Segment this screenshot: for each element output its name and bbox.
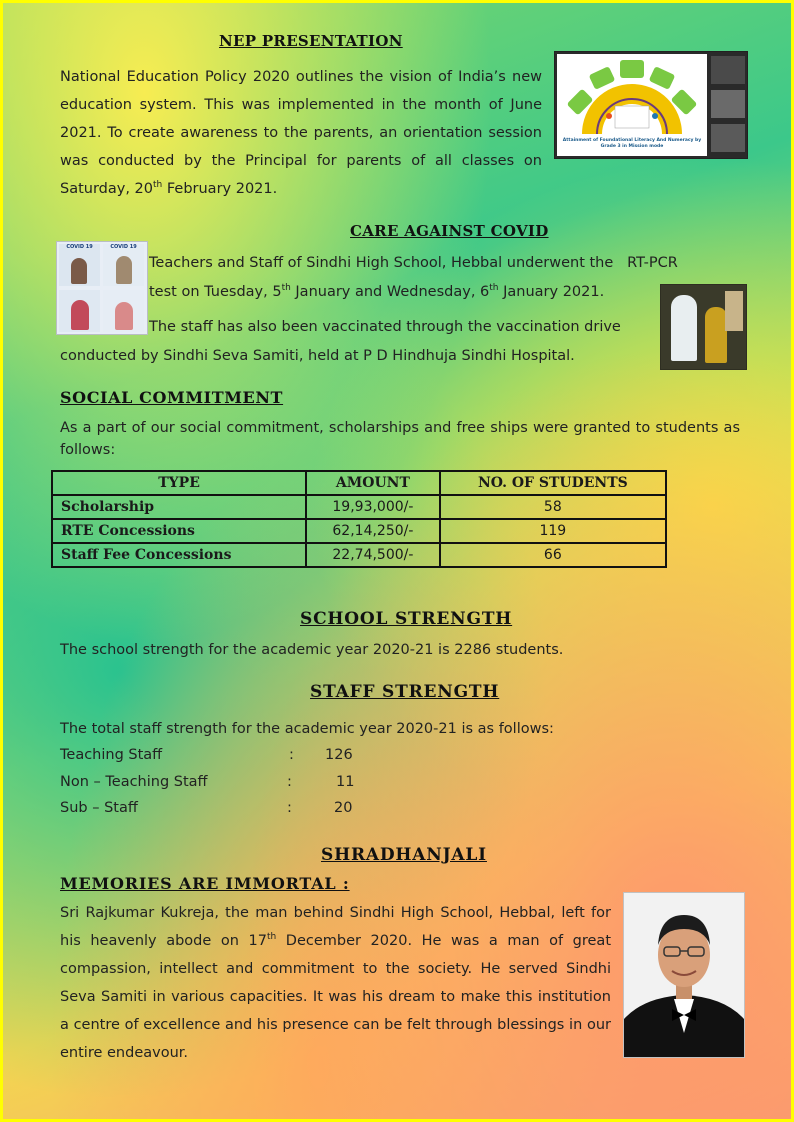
covid-poster-label-2: COVID 19 (110, 244, 137, 250)
tribute-sup: th (266, 932, 277, 943)
staff-sep: : (287, 774, 292, 790)
covid-line-2 (149, 278, 659, 306)
table-row (52, 543, 666, 567)
covid-photo-4 (103, 290, 144, 332)
portrait-photo (623, 892, 745, 1058)
col-amount-header: AMOUNT (306, 471, 440, 495)
video-tile-2 (711, 90, 745, 118)
staff-sep: : (289, 747, 294, 763)
nep-heading: NEP PRESENTATION (219, 32, 403, 50)
staff-value: 20 (334, 800, 353, 816)
row-amount: 62,14,250/- (306, 519, 440, 543)
video-tile-1 (711, 56, 745, 84)
row-students: 66 (440, 543, 666, 567)
table-header-row (52, 471, 666, 495)
shradhanjali-heading: SHRADHANJALI (321, 845, 487, 865)
staff-label: Sub – Staff (60, 800, 138, 816)
covid-photo-1 (59, 244, 100, 286)
staff-value: 11 (336, 774, 355, 790)
nep-paragraph (60, 63, 542, 203)
col-students-header: NO. OF STUDENTS (440, 471, 666, 495)
row-students: 119 (440, 519, 666, 543)
ppe-figure (671, 295, 697, 361)
nep-text-a: National Education Policy 2020 outlines the vision of India’s new education system. This was implemented in the month of June 2021. To create awareness to the parents, an orientation session was conducted by the Principal for parents of all classes on Saturday, 20 (60, 69, 542, 197)
person-silhouette-icon (115, 302, 133, 330)
school-strength-text: The school strength for the academic year 2020-21 is 2286 students. (60, 642, 564, 658)
staff-figure (705, 307, 727, 363)
covid-line-4: conducted by Sindhi Seva Samiti, held at P D Hindhuja Sindhi Hospital. (60, 348, 575, 364)
stacked-boxes (725, 291, 743, 331)
page (3, 3, 791, 1119)
row-type: Scholarship (52, 495, 306, 519)
row-amount: 19,93,000/- (306, 495, 440, 519)
staff-strength-heading: STAFF STRENGTH (310, 682, 500, 702)
tribute-text-a: Sri Rajkumar Kukreja, the man behind Sindhi High School, Hebbal, left for his heavenly abode on 17 (60, 905, 611, 949)
staff-sep: : (287, 800, 292, 816)
person-silhouette-icon (71, 258, 87, 284)
staff-label: Teaching Staff (60, 747, 163, 763)
row-type: RTE Concessions (52, 519, 306, 543)
concessions-table (51, 470, 667, 568)
table-row (52, 519, 666, 543)
nep-sup: th (153, 180, 163, 191)
tribute-text-b: December 2020. He was a man of great compassion, intellect and commitment to the society. He served Sindhi Seva Samiti in various capacities. It was his dream to make this institution a centre of excellence and his presence can be felt through blessings in our entire endeavour. (60, 933, 611, 1061)
covid-line-2a: test on Tuesday, 5 (149, 284, 282, 300)
row-students: 58 (440, 495, 666, 519)
covid-photo-3 (59, 290, 100, 332)
nep-slide-caption: Attainment of Foundational Literacy And Numeracy by Grade 3 in Mission mode (562, 138, 702, 149)
nep-slide (557, 54, 707, 156)
person-silhouette-icon (116, 256, 132, 284)
nep-presentation-image (554, 51, 748, 159)
col-type-header: TYPE (52, 471, 306, 495)
row-type: Staff Fee Concessions (52, 543, 306, 567)
portrait-illustration (624, 893, 744, 1057)
video-tile-3 (711, 124, 745, 152)
covid-line-2c: January 2021. (498, 284, 605, 300)
staff-value: 126 (325, 747, 353, 763)
person-silhouette-icon (71, 300, 89, 330)
covid-line-1: Teachers and Staff of Sindhi High School, Hebbal underwent the RT-PCR (149, 255, 678, 271)
school-strength-heading: SCHOOL STRENGTH (300, 609, 513, 629)
covid-photo-2 (103, 244, 144, 286)
covid-sup-1: th (281, 283, 291, 294)
memories-subheading: MEMORIES ARE IMMORTAL : (60, 874, 350, 893)
staff-label: Non – Teaching Staff (60, 774, 208, 790)
nep-text-b: February 2021. (162, 181, 278, 197)
row-amount: 22,74,500/- (306, 543, 440, 567)
social-paragraph: As a part of our social commitment, scholarships and free ships were granted to students as follows: (60, 420, 740, 458)
covid-sup-2: th (489, 283, 499, 294)
covid-heading: CARE AGAINST COVID (350, 222, 549, 240)
table-row (52, 495, 666, 519)
covid-line-3: The staff has also been vaccinated through the vaccination drive (149, 319, 621, 335)
staff-strength-intro: The total staff strength for the academic year 2020-21 is as follows: (60, 721, 554, 737)
vaccination-photo (660, 284, 747, 370)
social-heading: SOCIAL COMMITMENT (60, 388, 284, 407)
covid-line-2b: January and Wednesday, 6 (290, 284, 490, 300)
covid-poster-label-1: COVID 19 (66, 244, 93, 250)
covid-test-photos (56, 241, 148, 335)
tribute-paragraph (60, 899, 611, 1067)
